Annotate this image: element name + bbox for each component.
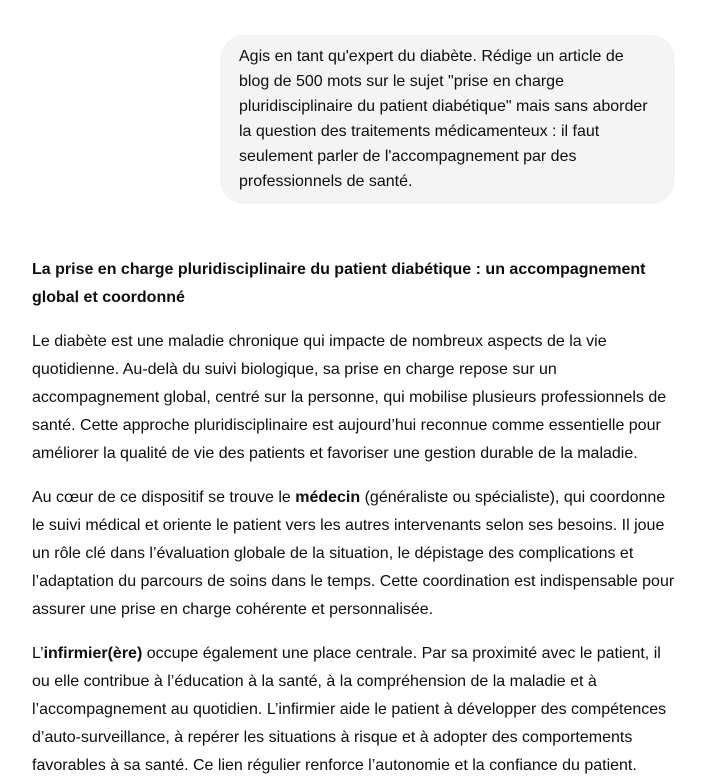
bold-text-segment: médecin (295, 489, 361, 506)
text-segment: L’ (32, 645, 44, 662)
text-segment: occupe également une place centrale. Par sa proximité avec le patient, il ou elle contribue à l’éducation à la santé, à la compréhension de la maladie et à l’accompagnement au quotidien. L’infirmier aide le patient à développer des compétences d’auto-surveillance, à repérer les situations à risque et à adopter des comportements favorables à sa santé. Ce lien régulier renforce l’autonomie et la confiance du patient. (32, 645, 667, 774)
text-segment: (généraliste ou spécialiste), qui coordonne le suivi médical et oriente le patient vers les autres intervenants selon ses besoins. Il joue un rôle clé dans l’évaluation globale de la situation, le dépistage des complications et l’adaptation du parcours de soins dans le temps. Cette coordination est indispensable pour assurer une prise en charge cohérente et personnalisée. (32, 489, 675, 618)
user-message-bubble: Agis en tant qu'expert du diabète. Rédige un article de blog de 500 mots sur le sujet "prise en charge pluridisciplinaire du patient diabétique" mais sans aborder la question des traitements médicamenteux : il faut seulement parler de l'accompagnement par des professionnels de santé. (220, 35, 675, 204)
article-paragraph-medecin (32, 484, 680, 624)
article-paragraph-intro (32, 328, 680, 468)
user-message-row (32, 35, 675, 204)
assistant-message (32, 256, 680, 780)
text-segment: Au cœur de ce dispositif se trouve le (32, 489, 296, 506)
article-paragraph-infirmier (32, 640, 680, 780)
article-heading: La prise en charge pluridisciplinaire du patient diabétique : un accompagnement global et coordonné (32, 261, 646, 306)
text-segment: Le diabète est une maladie chronique qui impacte de nombreux aspects de la vie quotidienne. Au-delà du suivi biologique, sa prise en charge repose sur un accompagnement global, centré sur la personne, qui mobilise plusieurs professionnels de santé. Cette approche pluridisciplinaire est aujourd’hui reconnue comme essentielle pour améliorer la qualité de vie des patients et favoriser une gestion durable de la maladie. (32, 333, 667, 462)
bold-text-segment: infirmier(ère) (43, 645, 143, 662)
